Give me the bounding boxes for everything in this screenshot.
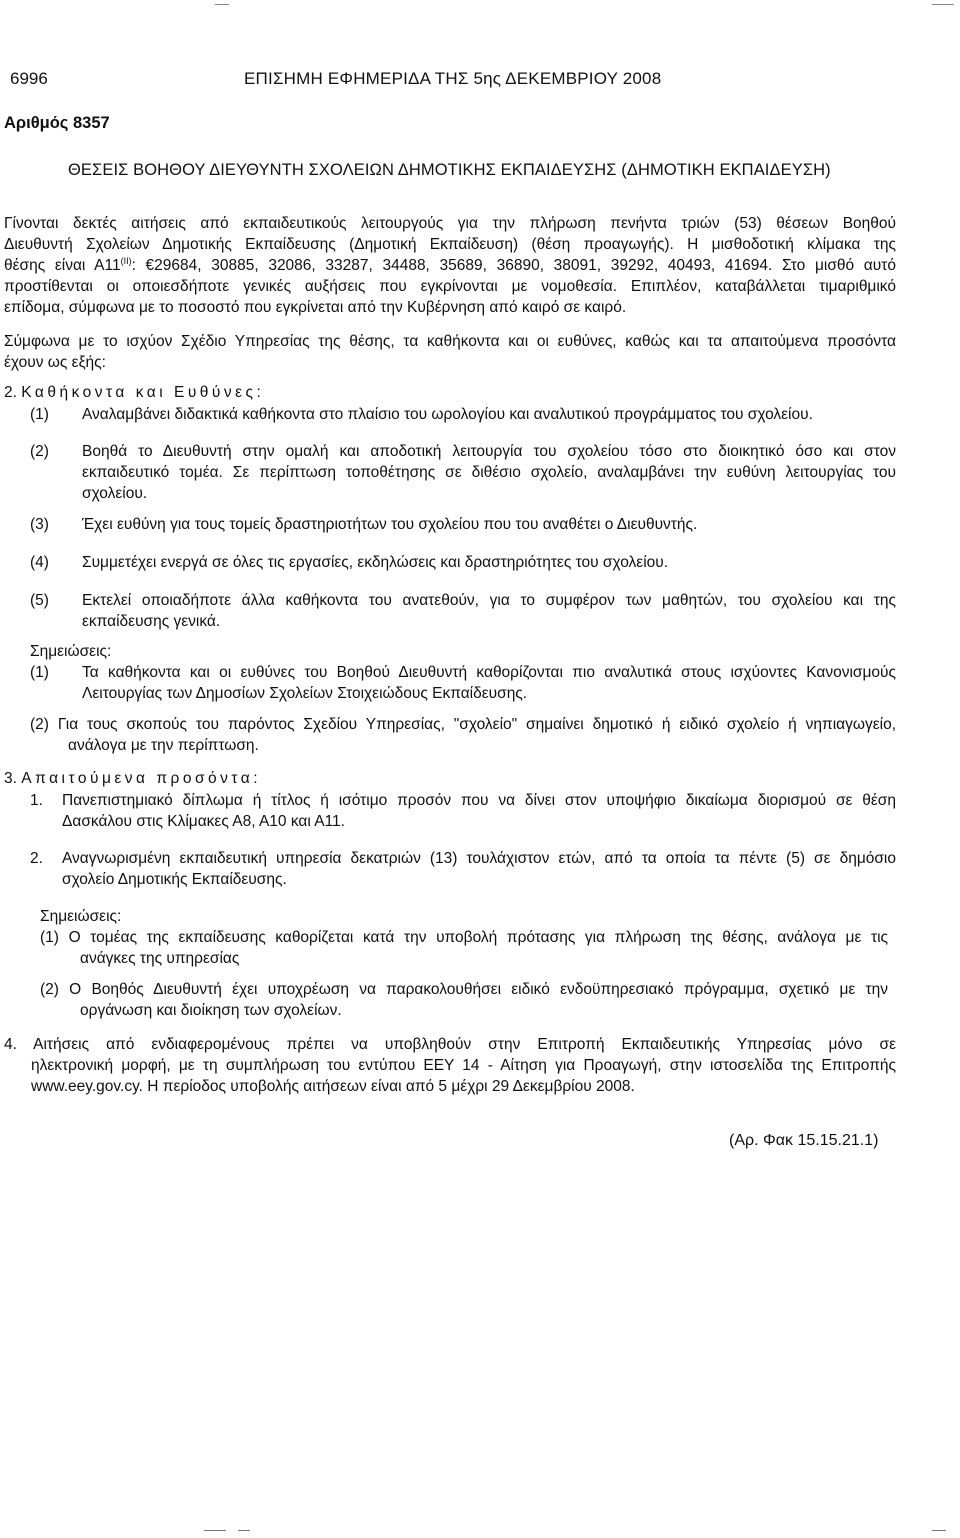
note-number: (1) [30, 664, 49, 681]
item-text: σχολείου. [82, 485, 148, 502]
note-text: Τα καθήκοντα και οι ευθύνες του Βοηθού Διευθυντή καθορίζονται πιο αναλυτικά στους ισχύοντες Κανονισμούς [82, 664, 896, 681]
post-title: ΘΕΣΕΙΣ ΒΟΗΘΟΥ ΔΙΕΥΘΥΝΤΗ ΣΧΟΛΕΙΩΝ ΔΗΜΟΤΙΚΗΣ ΕΚΠΑΙΔΕΥΣΗΣ (ΔΗΜΟΤΙΚΗ ΕΚΠΑΙΔΕΥΣΗ) [68, 161, 831, 179]
intro-line: Διευθυντή Σχολείων Δημοτικής Εκπαίδευσης (Δημοτική Εκπαίδευση) (θέση προαγωγής). Η μισθοδοτική κλίμακα της [4, 236, 896, 253]
intro-salary-line [4, 255, 896, 276]
note-text-part: Ο Βοηθός Διευθυντή έχει υποχρέωση να παρακολουθήσει ειδικό ενδοϋπηρεσιακό πρόγραμμα, σχετικό με την [69, 981, 888, 998]
section-4 [4, 1034, 896, 1097]
page-header [10, 68, 910, 92]
note-item [40, 979, 888, 1021]
intro-line: προστίθενται οι οποιεσδήποτε γενικές αυξήσεις που εγκρίνονται με νομοθεσία. Επιπλέον, καταβάλλεται τιμαριθμικό [4, 278, 896, 295]
item-text: εκπαιδευτικό τομέα. Σε περίπτωση τοποθέτησης σε διθέσιο σχολείο, αναλαμβάνει την ευθύνη λειτουργίας του [82, 464, 896, 481]
note-text [40, 927, 888, 948]
intro-paragraph [4, 213, 896, 318]
section-4-text: www.eey.gov.cy. Η περίοδος υποβολής αιτήσεων είναι από 5 μέχρι 29 Δεκεμβρίου 2008. [31, 1078, 635, 1095]
note-text: οργάνωση και διοίκηση των σχολείων. [80, 1002, 342, 1019]
section-title: Απαιτούμενα προσόντα: [21, 770, 262, 787]
scan-mark-bottom-left [204, 1530, 226, 1531]
salary-scale-superscript: (ΙΙ) [120, 255, 132, 266]
note-text: ανάλογα με την περίπτωση. [68, 737, 259, 754]
decision-number: Αριθμός 8357 [4, 114, 110, 132]
item-text: Συμμετέχει ενεργά σε όλες τις εργασίες, εκδηλώσεις και δραστηριότητες του σχολείου. [82, 554, 669, 571]
item-number: 2. [30, 850, 43, 867]
item-text: Βοηθά το Διευθυντή στην ομαλή και αποδοτική λειτουργία του σχολείου τόσο στο διοικητικό όσο και στον [82, 443, 896, 460]
scan-mark-top-right [932, 4, 954, 5]
section-4-text-part: Αιτήσεις από ενδιαφερομένους πρέπει να υποβληθούν στην Επιτροπή Εκπαιδευτικής Υπηρεσίας μόνο σε [33, 1036, 896, 1053]
item-text: Έχει ευθύνη για τους τομείς δραστηριοτήτων του σχολείου που του αναθέτει ο Διευθυντής. [82, 516, 698, 533]
note-number: (2) [30, 716, 49, 733]
item-text: εκπαίδευσης γενικά. [82, 613, 221, 630]
scan-mark-bottom-left [238, 1530, 250, 1531]
scheme-paragraph [4, 331, 896, 373]
section-2-heading [4, 382, 264, 403]
note-item [40, 927, 888, 969]
item-number: 1. [30, 792, 43, 809]
notes-label: Σημειώσεις: [30, 643, 112, 660]
scan-mark-bottom-right [932, 1530, 946, 1531]
section-4-text [4, 1034, 896, 1055]
item-text: Αναλαμβάνει διδακτικά καθήκοντα στο πλαίσιο του ωρολογίου και αναλυτικού προγράμματος του σχολείου. [82, 406, 813, 423]
section-4-text: ηλεκτρονική μορφή, με τη συμπλήρωση του εντύπου ΕΕΥ 14 - Αίτηση για Προαγωγή, στην ιστοσελίδα της Επιτροπής [31, 1057, 896, 1074]
note-text [40, 979, 888, 1000]
item-text: σχολείο Δημοτικής Εκπαίδευσης. [62, 871, 287, 888]
note-number: (2) [40, 981, 59, 998]
note-text: ανάγκες της υπηρεσίας [80, 950, 240, 967]
intro-line: επίδομα, σύμφωνα με το ποσοστό που εγκρίνεται από την Κυβέρνηση από καιρό σε καιρό. [4, 299, 627, 316]
intro-line-part: θέσης είναι Α11 [4, 257, 121, 274]
item-text: Πανεπιστημιακό δίπλωμα ή τίτλος ή ισότιμο προσόν που να δίνει στον υποψήφιο δικαίωμα διορισμού σε θέση [62, 792, 896, 809]
note-text-part: Για τους σκοπούς του παρόντος Σχεδίου Υπηρεσίας, "σχολείο" σημαίνει δημοτικό ή ειδικό σχολείο ή νηπιαγωγείο, [57, 716, 896, 733]
intro-line: Γίνονται δεκτές αιτήσεις από εκπαιδευτικούς λειτουργούς για την πλήρωση πενήντα τριών (53) θέσεων Βοηθού [4, 215, 896, 232]
section-title: Καθήκοντα και Ευθύνες: [21, 384, 265, 401]
note-text-part: Ο τομέας της εκπαίδευσης καθορίζεται κατά την υποβολή πρότασης για πλήρωση της θέσης, ανάλογα με τις [68, 929, 889, 946]
item-number: (1) [30, 406, 49, 423]
file-reference: (Αρ. Φακ 15.15.21.1) [729, 1132, 879, 1149]
note-text: Λειτουργίας των Δημοσίων Σχολείων Στοιχειώδους Εκπαίδευσης. [82, 685, 528, 702]
scan-mark-top-left [215, 4, 229, 5]
item-number: (3) [30, 516, 49, 533]
gazette-title: ΕΠΙΣΗΜΗ ΕΦΗΜΕΡΙΔΑ ΤΗΣ 5ης ΔΕΚΕΜΒΡΙΟΥ 2008 [244, 69, 662, 88]
section-3-heading [4, 768, 261, 789]
section-number: 3. [4, 770, 17, 787]
scheme-line: έχουν ως εξής: [4, 354, 106, 371]
item-text: Αναγνωρισμένη εκπαιδευτική υπηρεσία δεκατριών (13) τουλάχιστον ετών, από τα οποία τα πέντε (5) σε δημόσιο [62, 850, 896, 867]
item-text: Εκτελεί οποιαδήποτε άλλα καθήκοντα του ανατεθούν, για το συμφέρον των μαθητών, του σχολείου και της [82, 592, 896, 609]
intro-line-part: : €29684, 30885, 32086, 33287, 34488, 35689, 36890, 38091, 39292, 40493, 41694. Στο μισθό αυτό [131, 257, 896, 274]
page-number: 6996 [10, 69, 48, 88]
section-number: 4. [4, 1036, 17, 1053]
notes-label: Σημειώσεις: [40, 908, 122, 925]
item-text: Δασκάλου στις Κλίμακες Α8, Α10 και Α11. [62, 813, 345, 830]
scheme-line: Σύμφωνα με το ισχύον Σχέδιο Υπηρεσίας της θέσης, τα καθήκοντα και οι ευθύνες, καθώς και τα απαιτούμενα προσόντα [4, 333, 896, 350]
note-text [30, 714, 896, 735]
item-number: (2) [30, 443, 49, 460]
item-number: (4) [30, 554, 49, 571]
item-number: (5) [30, 592, 49, 609]
section-number: 2. [4, 384, 17, 401]
note-item [30, 714, 896, 756]
note-number: (1) [40, 929, 59, 946]
